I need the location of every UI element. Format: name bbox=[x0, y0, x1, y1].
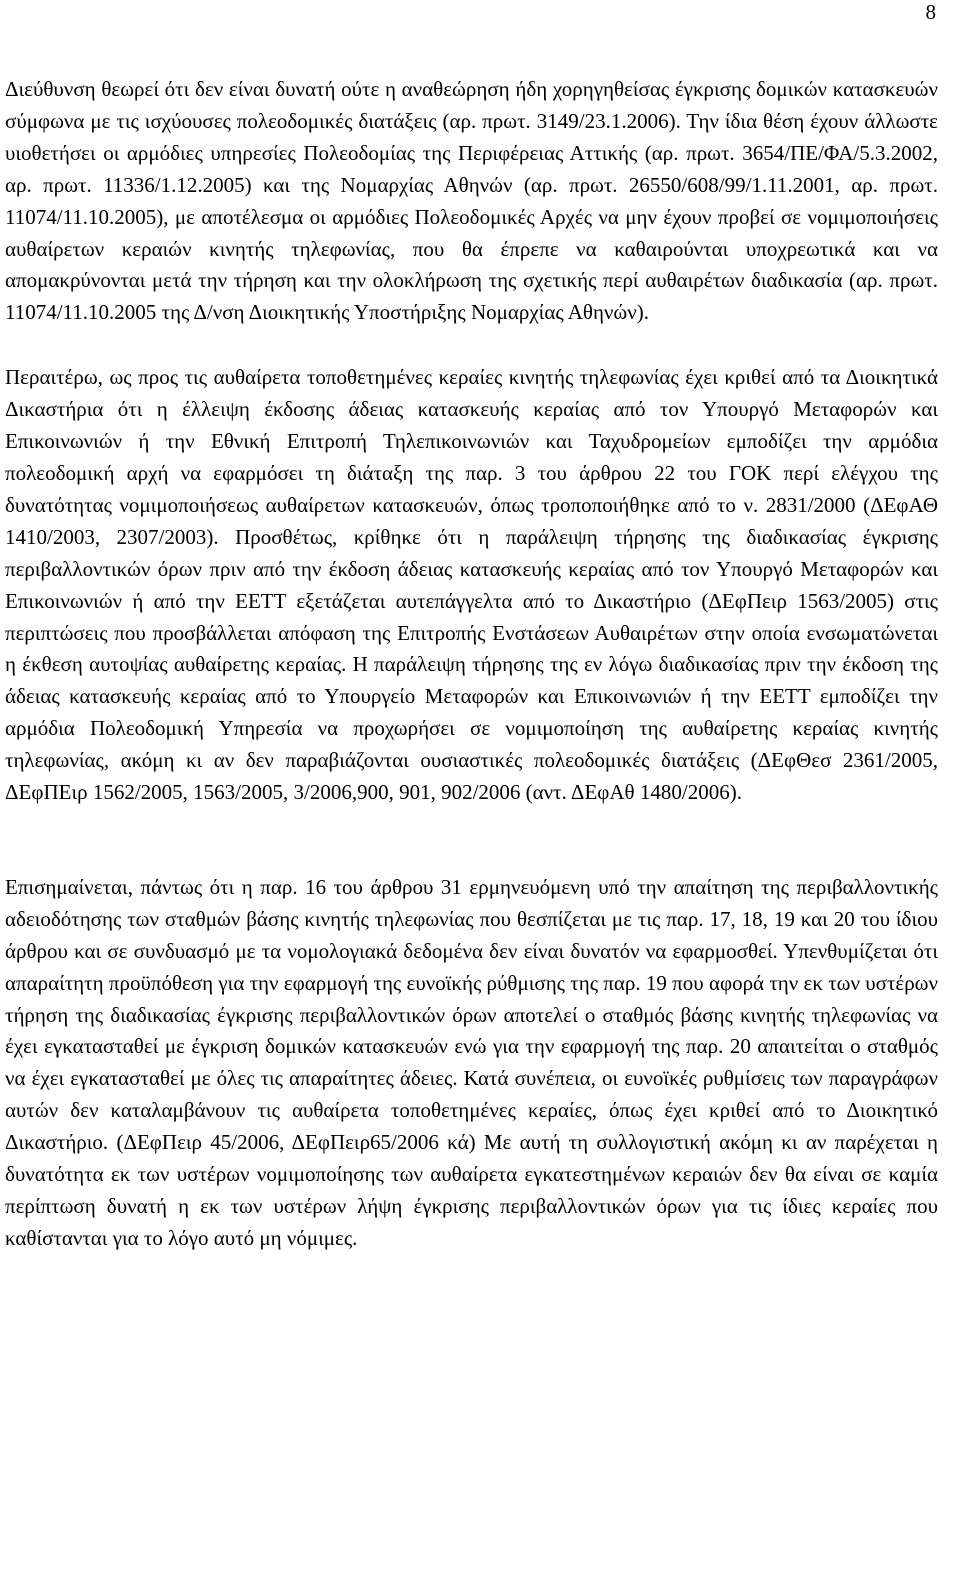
document-body bbox=[5, 74, 938, 1255]
paragraph-permit-review: Διεύθυνση θεωρεί ότι δεν είναι δυνατή ούτε η αναθεώρηση ήδη χορηγηθείσας έγκρισης δομικών κατασκευών σύμφωνα με τις ισχύουσες πολεοδομικές διατάξεις (αρ. πρωτ. 3149/23.1.2006). Την ίδια θέση έχουν άλλωστε υιοθετήσει οι αρμόδιες υπηρεσίες Πολεοδομίας της Περιφέρειας Αττικής (αρ. πρωτ. 3654/ΠΕ/ΦΑ/5.3.2002, αρ. πρωτ. 11336/1.12.2005) και της Νομαρχίας Αθηνών (αρ. πρωτ. 26550/608/99/1.11.2001, αρ. πρωτ. 11074/11.10.2005), με αποτέλεσμα οι αρμόδιες Πολεοδομικές Αρχές να μην έχουν προβεί σε νομιμοποιήσεις αυθαίρετων κεραιών κινητής τηλεφωνίας, που θα έπρεπε να καθαιρούνται υποχρεωτικά και να απομακρύνονται μετά την τήρηση και την ολοκλήρωση της σχετικής περί αυθαιρέτων διαδικασία (αρ. πρωτ. 11074/11.10.2005 της Δ/νση Διοικητικής Υποστήριξης Νομαρχίας Αθηνών). bbox=[5, 77, 938, 325]
paragraph-court-rulings: Περαιτέρω, ως προς τις αυθαίρετα τοποθετημένες κεραίες κινητής τηλεφωνίας έχει κριθεί από τα Διοικητικά Δικαστήρια ότι η έλλειψη έκδοσης άδειας κατασκευής κεραίας από τον Υπουργό Μεταφορών και Επικοινωνιών ή την Εθνική Επιτροπή Τηλεπικοινωνιών και Ταχυδρομείων εμποδίζει την αρμόδια πολεοδομική αρχή να εφαρμόσει τη διάταξη της παρ. 3 του άρθρου 22 του ΓΟΚ περί ελέγχου της δυνατότητας νομιμοποιήσεως αυθαίρετων κατασκευών, όπως τροποποιήθηκε από το ν. 2831/2000 (ΔΕφΑΘ 1410/2003, 2307/2003). Προσθέτως, κρίθηκε ότι η παράλειψη τήρησης της διαδικασίας έγκρισης περιβαλλοντικών όρων πριν από την έκδοση άδειας κατασκευής κεραίας από τον Υπουργό Μεταφορών και Επικοινωνιών ή από την ΕΕΤΤ εξετάζεται αυτεπάγγελτα από το Δικαστήριο (ΔΕφΠειρ 1563/2005) στις περιπτώσεις που προσβάλλεται απόφαση της Επιτροπής Ενστάσεων Αυθαιρέτων στην οποία ενσωματώνεται η έκθεση αυτοψίας αυθαίρετης κεραίας. Η παράλειψη τήρησης της εν λόγω διαδικασίας πριν την έκδοση της άδειας κατασκευής κεραίας από το Υπουργείο Μεταφορών και Επικοινωνιών ή την ΕΕΤΤ εμποδίζει την αρμόδια Πολεοδομική Υπηρεσία να προχωρήσει σε νομιμοποίηση της αυθαίρετης κεραίας κινητής τηλεφωνίας, ακόμη κι αν δεν παραβιάζονται ουσιαστικές πολεοδομικές διατάξεις (ΔΕφΘεσ 2361/2005, ΔΕφΠΕιρ 1562/2005, 1563/2005, 3/2006,900, 901, 902/2006 (αντ. ΔΕφΑθ 1480/2006). bbox=[5, 365, 938, 805]
paragraph-environmental-licensing: Επισημαίνεται, πάντως ότι η παρ. 16 του άρθρου 31 ερμηνευόμενη υπό την απαίτηση της περιβαλλοντικής αδειοδότησης των σταθμών βάσης κινητής τηλεφωνίας που θεσπίζεται με τις παρ. 17, 18, 19 και 20 του ίδιου άρθρου και σε συνδυασμό με τα νομολογιακά δεδομένα δεν είναι δυνατόν να εφαρμοσθεί. Υπενθυμίζεται ότι απαραίτητη προϋπόθεση για την εφαρμογή της ευνοϊκής ρύθμισης της παρ. 19 που αφορά την εκ των υστέρων τήρηση της διαδικασίας έγκρισης περιβαλλοντικών όρων αποτελεί ο σταθμός βάσης κινητής τηλεφωνίας να έχει εγκατασταθεί με έγκριση δομικών κατασκευών ενώ για την εφαρμογή της παρ. 20 απαιτείται ο σταθμός να έχει εγκατασταθεί με όλες τις απαραίτητες άδειες. Κατά συνέπεια, οι ευνοϊκές ρυθμίσεις των παραγράφων αυτών δεν καταλαμβάνουν τις αυθαίρετα τοποθετημένες κεραίες, όπως έχει κριθεί από το Διοικητικό Δικαστήριο. (ΔΕφΠειρ 45/2006, ΔΕφΠειρ65/2006 κά) Με αυτή τη συλλογιστική ακόμη κι αν παρέχεται η δυνατότητα εκ των υστέρων νομιμοποίησης των αυθαίρετα εγκατεστημένων κεραιών δεν θα είναι σε καμία περίπτωση δυνατή η εκ των υστέρων λήψη έγκρισης περιβαλλοντικών όρων για τις ίδιες κεραίες που καθίστανται για το λόγο αυτό μη νόμιμες. bbox=[5, 874, 938, 1250]
page-number: 8 bbox=[925, 0, 936, 24]
